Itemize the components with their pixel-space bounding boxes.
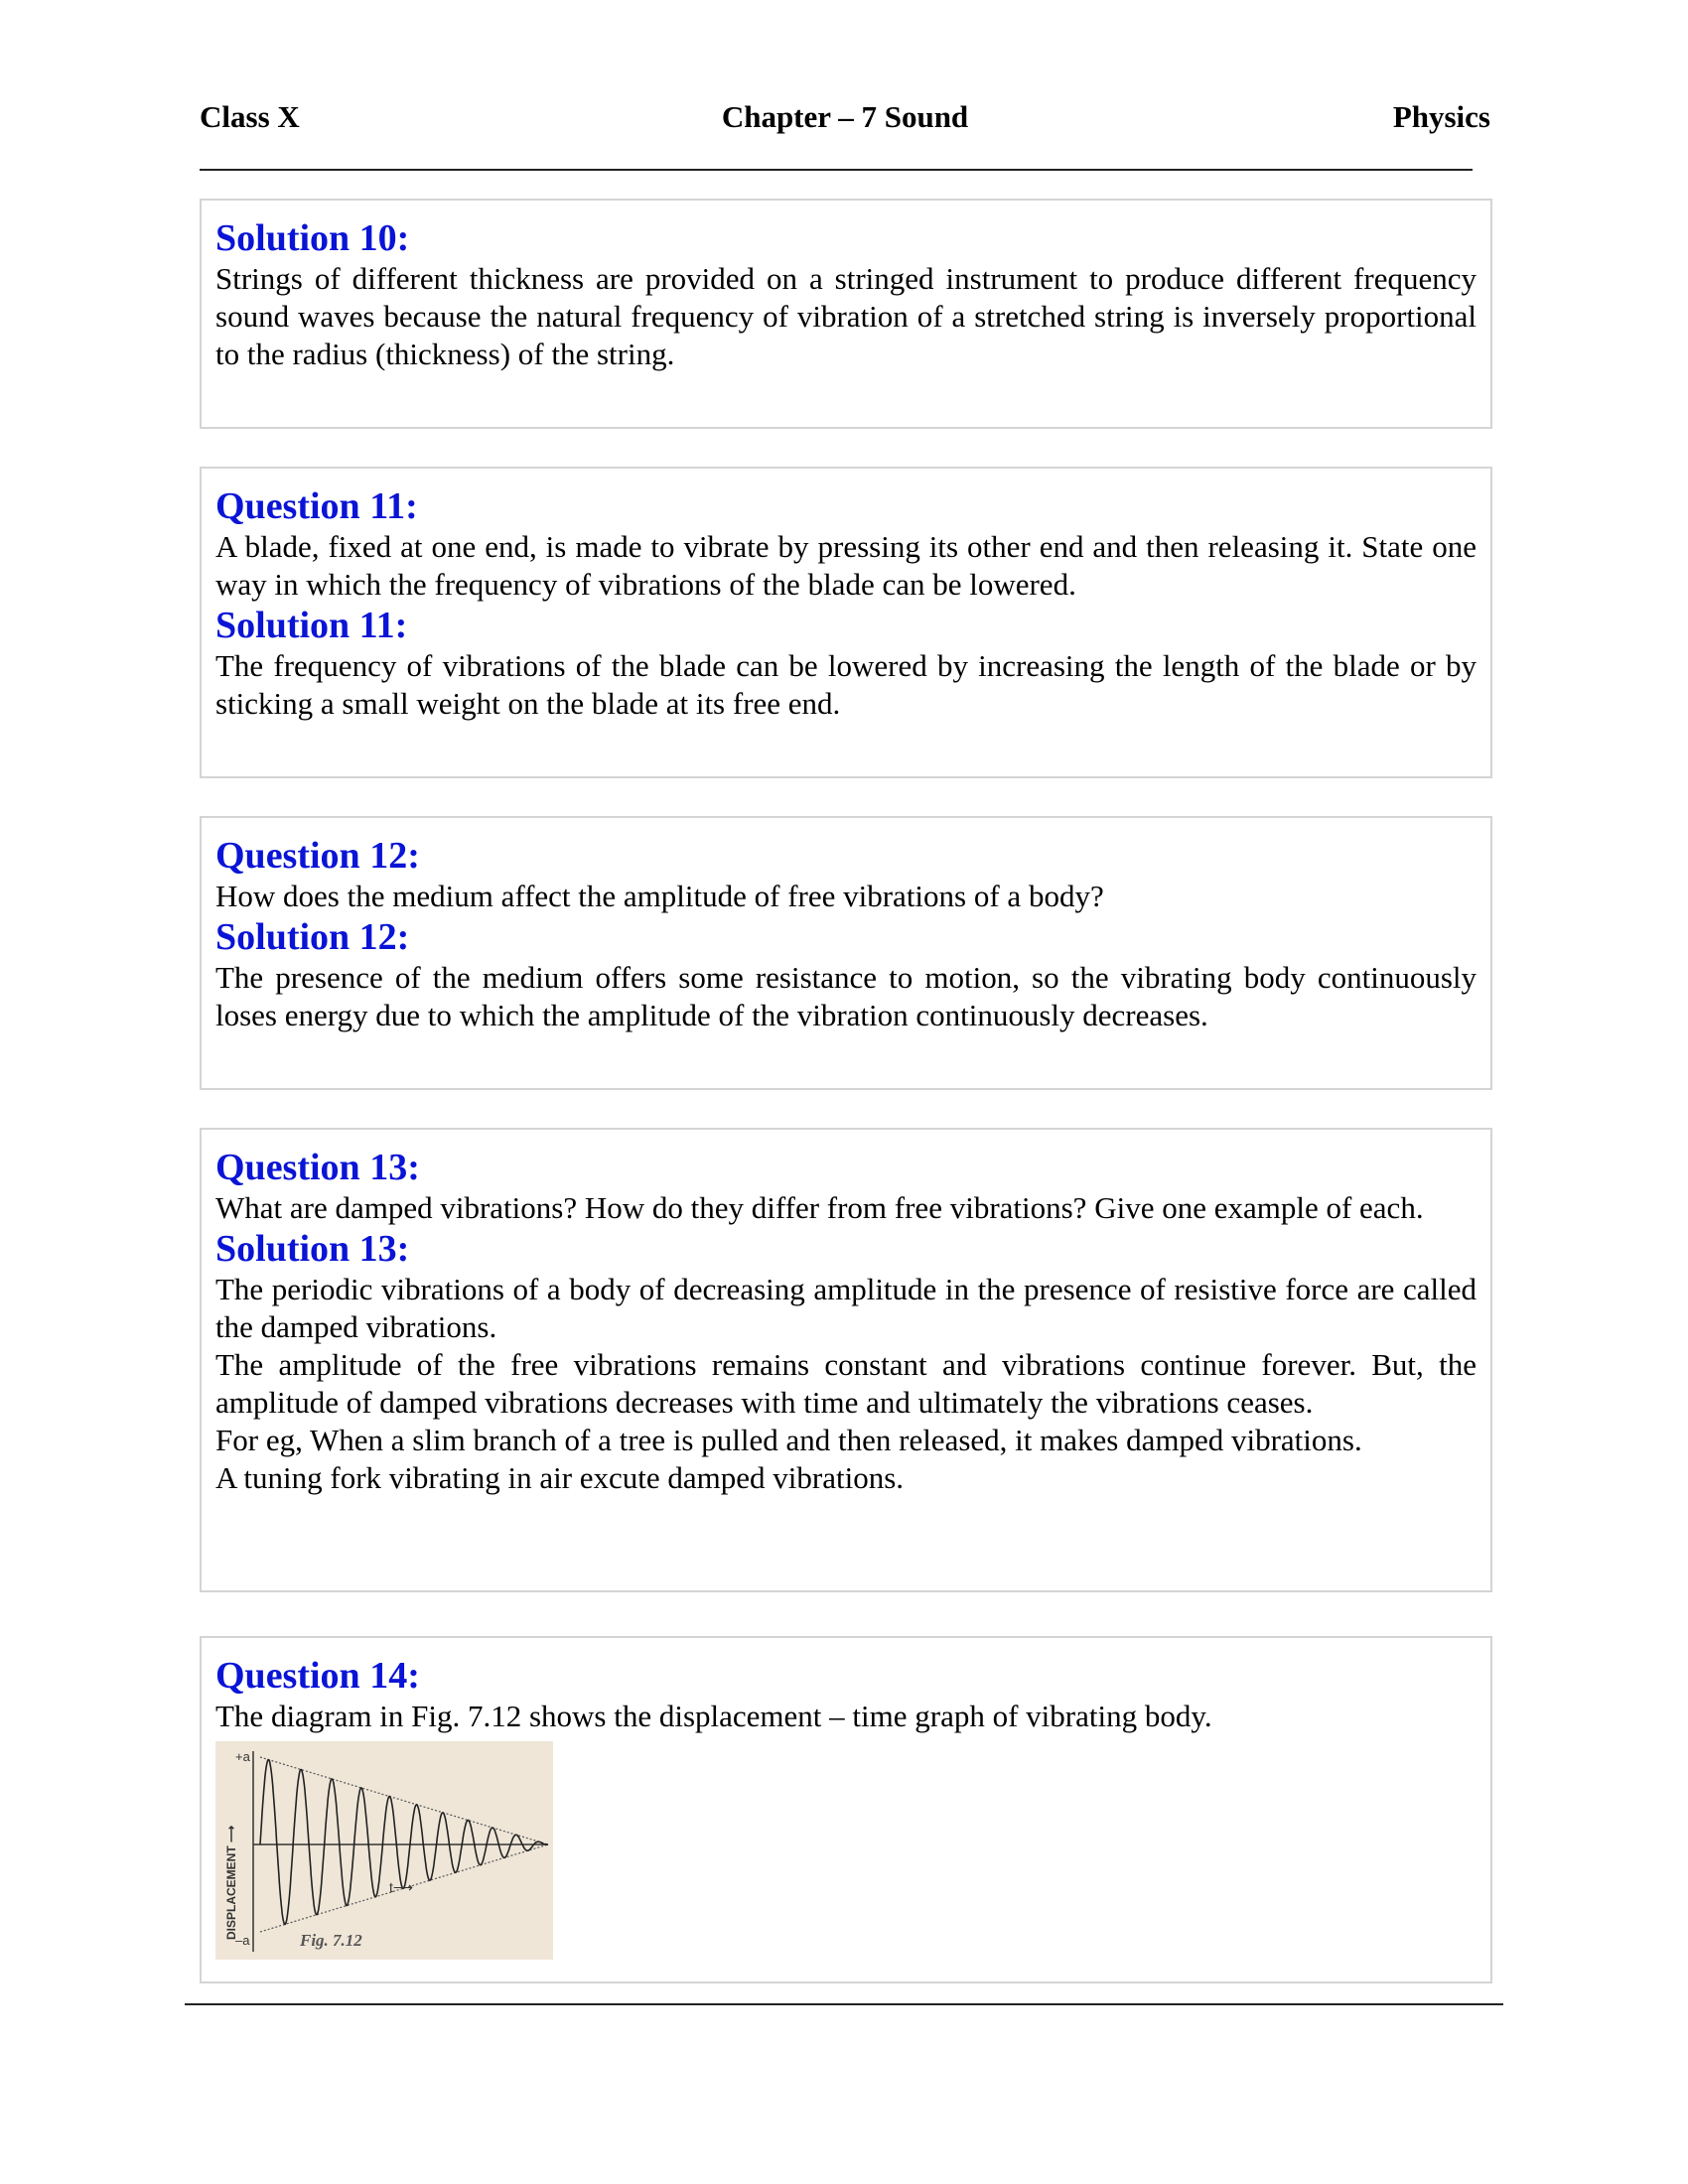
page-header: [200, 99, 1490, 139]
question-title: Question 12:: [215, 835, 420, 877]
solution-text: The presence of the medium offers some resistance to motion, so the vibrating body continuously loses energy due to which the amplitude of the vibration continuously decreases.: [215, 960, 1477, 1032]
y-bottom-label: –a: [235, 1933, 250, 1948]
question-text: What are damped vibrations? How do they differ from free vibrations? Give one example of each.: [215, 1190, 1424, 1225]
time-label: t⟶: [389, 1879, 413, 1895]
solution-line: The periodic vibrations of a body of decreasing amplitude in the presence of resistive force are called the damped vibrations.: [215, 1272, 1477, 1344]
y-top-label: +a: [235, 1749, 250, 1764]
solution-line: A tuning fork vibrating in air excute damped vibrations.: [215, 1460, 905, 1495]
footer-divider: [185, 2003, 1503, 2005]
envelope-upper: [260, 1757, 548, 1844]
header-divider: [200, 169, 1473, 171]
solution-title: Solution 10:: [215, 217, 410, 259]
damped-vibration-graph: [215, 1741, 553, 1960]
question-text: The diagram in Fig. 7.12 shows the displacement – time graph of vibrating body.: [215, 1699, 1212, 1733]
question-text: How does the medium affect the amplitude of free vibrations of a body?: [215, 879, 1104, 913]
damped-wave: [260, 1760, 548, 1925]
header-class: Class X: [200, 99, 300, 134]
solution-line: The amplitude of the free vibrations remains constant and vibrations continue forever. But, the amplitude of damped vibrations decreases with time and ultimately the vibrations ceases.: [215, 1347, 1477, 1420]
solution-title: Solution 12:: [215, 916, 410, 958]
figure-caption: Fig. 7.12: [300, 1931, 362, 1950]
question-12-box: [200, 816, 1492, 1090]
question-text: A blade, fixed at one end, is made to vibrate by pressing its other end and then releasing it. State one way in which the frequency of vibrations of the blade can be lowered.: [215, 529, 1477, 602]
header-chapter: Chapter – 7 Sound: [721, 99, 969, 134]
question-title: Question 13:: [215, 1147, 420, 1188]
question-11-box: [200, 467, 1492, 778]
y-axis-label: DISPLACEMENT ⟶: [224, 1825, 238, 1940]
damped-vibration-figure: [215, 1741, 553, 1960]
header-subject: Physics: [1392, 99, 1490, 134]
solution-text: The frequency of vibrations of the blade can be lowered by increasing the length of the blade or by sticking a small weight on the blade at its free end.: [215, 648, 1477, 721]
solution-title: Solution 11:: [215, 605, 408, 646]
solution-title: Solution 13:: [215, 1228, 410, 1270]
solution-line: For eg, When a slim branch of a tree is pulled and then released, it makes damped vibrations.: [215, 1423, 1362, 1457]
question-13-box: [200, 1128, 1492, 1592]
question-title: Question 14:: [215, 1655, 420, 1697]
solution-10-box: [200, 199, 1492, 429]
question-title: Question 11:: [215, 485, 418, 527]
question-14-box: [200, 1636, 1492, 1983]
solution-text: Strings of different thickness are provided on a stringed instrument to produce different frequency sound waves because the natural frequency of vibration of a stretched string is inversely proportional to the radius (thickness) of the string.: [215, 261, 1477, 371]
